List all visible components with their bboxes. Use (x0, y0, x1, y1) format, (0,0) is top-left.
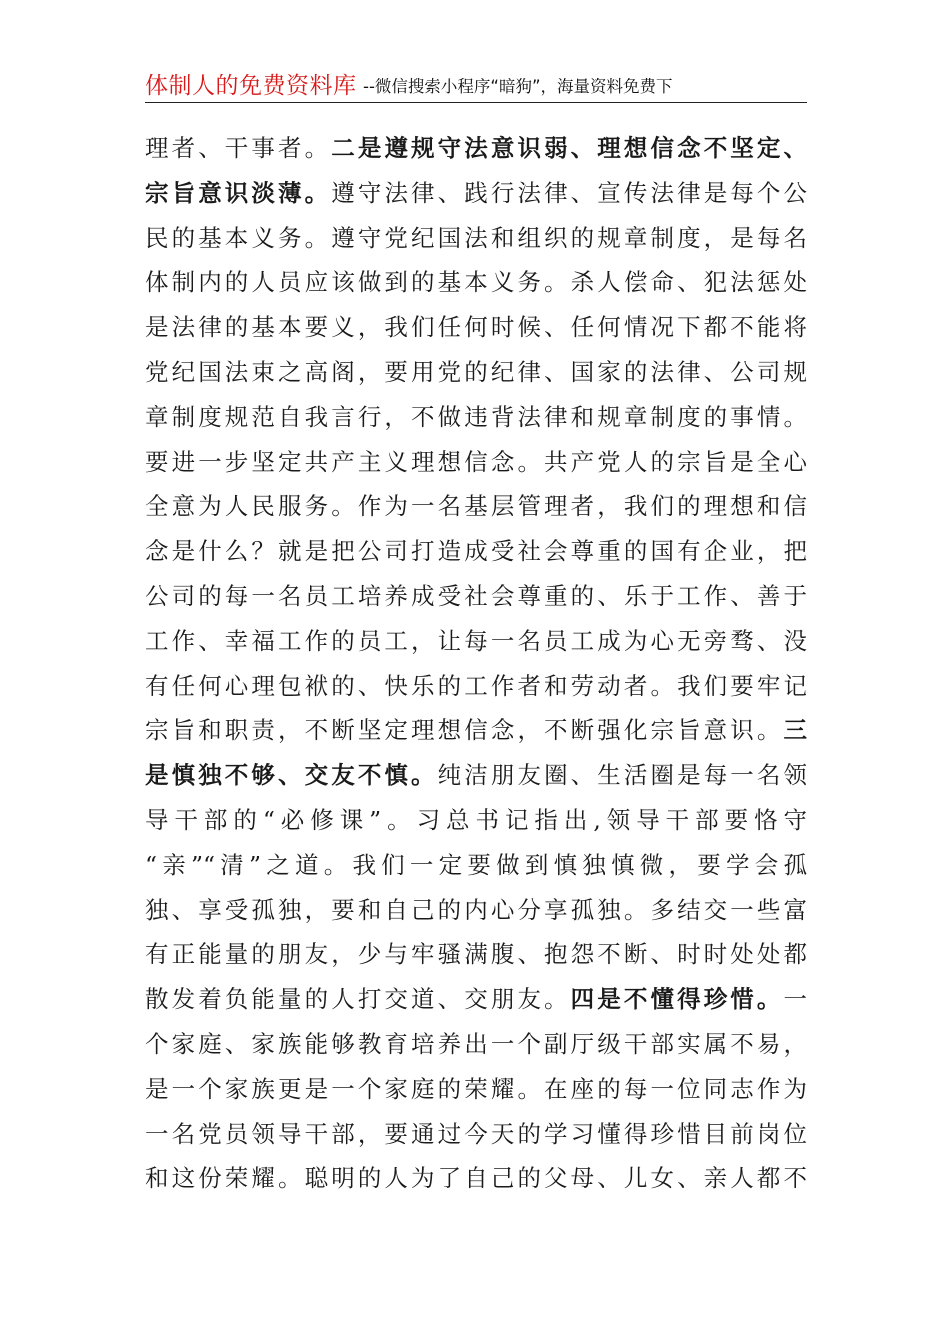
text-line (145, 216, 807, 261)
text-segment: 独、享受孤独，要和自己的内心分享孤独。多结交一些富 (145, 895, 807, 924)
text-line (145, 260, 807, 305)
text-segment: 个家庭、家族能够教育培养出一个副厅级干部实属不易， (145, 1029, 807, 1058)
text-line (145, 1112, 807, 1157)
text-line (145, 753, 807, 798)
text-segment: 要进一步坚定共产主义理想信念。共产党人的宗旨是全心 (145, 447, 807, 476)
text-segment: 是法律的基本要义，我们任何时候、任何情况下都不能将 (145, 313, 807, 342)
text-segment: 念是什么？就是把公司打造成受社会尊重的国有企业，把 (145, 537, 807, 566)
bold-text-segment: 三 (783, 716, 807, 745)
text-line (145, 977, 807, 1022)
text-line (145, 664, 807, 709)
text-segment: 遵守法律、践行法律、宣传法律是每个公 (331, 178, 808, 207)
text-segment: 有任何心理包袱的、快乐的工作者和劳动者。我们要牢记 (145, 671, 807, 700)
text-segment: 纯洁朋友圈、生活圈是每一名领 (437, 761, 808, 790)
text-segment: 民的基本义务。遵守党纪国法和组织的规章制度，是每名 (145, 223, 807, 252)
bold-text-segment: 是慎独不够、交友不慎。 (145, 761, 438, 790)
document-body (145, 126, 807, 1201)
text-segment: 一名党员领导干部，要通过今天的学习懂得珍惜目前岗位 (145, 1119, 807, 1148)
text-line (145, 305, 807, 350)
text-segment: 散发着负能量的人打交道、交朋友。 (145, 985, 571, 1014)
text-line (145, 529, 807, 574)
text-line (145, 708, 807, 753)
text-line (145, 484, 807, 529)
text-segment: 全意为人民服务。作为一名基层管理者，我们的理想和信 (145, 492, 807, 521)
text-line (145, 843, 807, 888)
text-segment: “亲”“清”之道。我们一定要做到慎独慎微，要学会孤 (145, 850, 807, 879)
text-segment: 章制度规范自我言行，不做违背法律和规章制度的事情。 (145, 402, 807, 431)
text-line (145, 932, 807, 977)
text-segment: 有正能量的朋友，少与牢骚满腹、抱怨不断、时时处处都 (145, 940, 807, 969)
header-tagline: --微信搜索小程序“暗狗”，海量资料免费下 (363, 77, 673, 96)
text-segment: 工作、幸福工作的员工，让每一名员工成为心无旁骛、没 (145, 626, 807, 655)
text-segment: 体制内的人员应该做到的基本义务。杀人偿命、犯法惩处 (145, 268, 807, 297)
text-segment: 导干部的“必修课”。习总书记指出,领导干部要恪守 (145, 805, 807, 834)
text-line (145, 1022, 807, 1067)
bold-text-segment: 宗旨意识淡薄。 (145, 178, 332, 207)
text-segment: 和这份荣耀。聪明的人为了自己的父母、儿女、亲人都不 (145, 1164, 807, 1193)
text-line (145, 798, 807, 843)
text-segment: 党纪国法束之高阁，要用党的纪律、国家的法律、公司规 (145, 357, 807, 386)
text-line (145, 440, 807, 485)
text-line (145, 574, 807, 619)
bold-text-segment: 四是不懂得珍惜。 (570, 985, 784, 1014)
text-segment: 宗旨和职责，不断坚定理想信念，不断强化宗旨意识。 (145, 716, 784, 745)
text-line (145, 126, 807, 171)
text-line (145, 888, 807, 933)
page-header (145, 70, 807, 103)
text-line (145, 1156, 807, 1201)
text-line (145, 619, 807, 664)
text-line (145, 171, 807, 216)
text-line (145, 350, 807, 395)
brand-title: 体制人的免费资料库 (145, 73, 357, 99)
text-line (145, 395, 807, 440)
bold-text-segment: 二是遵规守法意识弱、理想信念不坚定、 (331, 134, 808, 162)
text-line (145, 1067, 807, 1112)
text-segment: 公司的每一名员工培养成受社会尊重的、乐于工作、善于 (145, 581, 807, 610)
text-segment: 理者、干事者。 (145, 134, 332, 162)
text-segment: 一 (783, 985, 808, 1014)
text-segment: 是一个家族更是一个家庭的荣耀。在座的每一位同志作为 (145, 1074, 807, 1103)
